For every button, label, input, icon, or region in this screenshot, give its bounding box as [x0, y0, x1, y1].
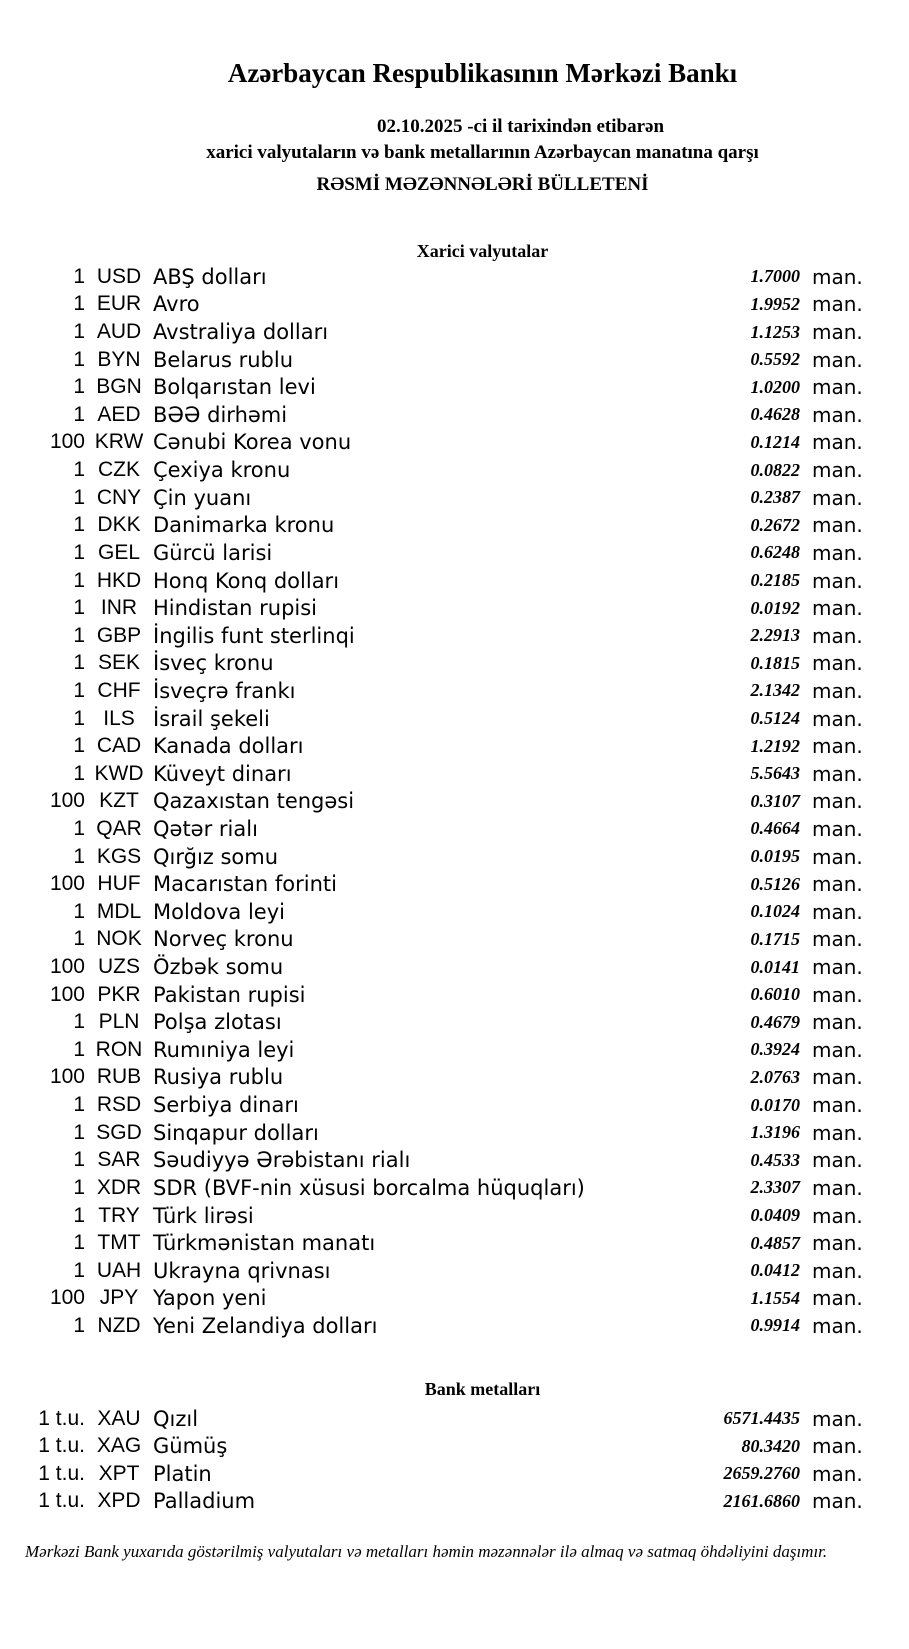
exchange-rate: 0.0141: [750, 956, 800, 977]
currency-code: AED: [97, 402, 141, 426]
unit-label: man.: [812, 734, 863, 759]
quantity-value: 1: [73, 678, 85, 702]
currency-code: GEL: [97, 540, 141, 564]
rate-row: [0, 732, 863, 760]
exchange-rate: 0.3107: [750, 790, 800, 811]
unit-label: man.: [812, 982, 863, 1007]
unit-label: man.: [812, 1037, 863, 1062]
currency-name: Qırğız somu: [153, 844, 279, 869]
rate-row: [0, 870, 863, 898]
unit-label: man.: [812, 264, 863, 289]
unit-label: man.: [812, 320, 863, 345]
page-title: Azərbaycan Respublikasının Mərkəzi Bankı: [227, 58, 738, 88]
currency-code: HUF: [97, 872, 141, 896]
currency-code: CNY: [96, 485, 142, 509]
unit-label: man.: [812, 844, 863, 869]
exchange-rate: 0.1214: [750, 431, 800, 452]
currency-name: İsveç kronu: [153, 651, 274, 676]
exchange-rate: 2.0763: [750, 1066, 800, 1087]
quantity-value: 1: [73, 623, 85, 647]
exchange-rate: 2659.2760: [723, 1463, 800, 1484]
effective-date-line: 02.10.2025 -ci il tarixindən etibarən: [376, 116, 665, 137]
currency-code: AUD: [96, 320, 142, 344]
currency-name: ABŞ dolları: [153, 264, 267, 289]
currency-name: Norveç kronu: [153, 927, 294, 952]
quantity-value: 1: [73, 1231, 85, 1255]
currency-code: PLN: [98, 1010, 140, 1034]
rate-row: [0, 677, 863, 705]
exchange-rate: 0.9914: [750, 1315, 800, 1336]
currency-code: XDR: [96, 1175, 142, 1199]
currency-name: Yapon yeni: [153, 1286, 267, 1311]
currency-code: KGS: [96, 844, 142, 868]
exchange-rate: 2.2913: [750, 625, 800, 646]
rate-row: [0, 1285, 863, 1313]
currency-name: Yeni Zelandiya dolları: [153, 1313, 378, 1338]
quantity-value: 1 t.u.: [38, 1461, 85, 1485]
quantity-value: 1: [73, 1203, 85, 1227]
exchange-rate: 0.5124: [750, 708, 800, 729]
exchange-rate: 6571.4435: [723, 1408, 800, 1429]
quantity-value: 1: [73, 264, 85, 288]
exchange-rate: 0.4533: [750, 1149, 800, 1170]
currency-name: Palladium: [153, 1489, 256, 1514]
quantity-value: 1: [73, 651, 85, 675]
exchange-rate: 1.7000: [750, 266, 800, 287]
currency-code: KZT: [99, 789, 139, 813]
currency-code: MDL: [96, 899, 142, 923]
unit-label: man.: [812, 789, 863, 814]
currency-code: TMT: [97, 1231, 141, 1255]
currency-name: Çin yuanı: [153, 485, 252, 510]
currency-code: CHF: [97, 678, 141, 702]
currency-name: Hindistan rupisi: [153, 596, 318, 621]
currency-name: Türkmənistan manatı: [153, 1231, 376, 1256]
currency-name: Macarıstan forinti: [153, 872, 337, 897]
currency-name: Belarus rublu: [153, 347, 294, 372]
rate-row: [0, 1257, 863, 1285]
quantity-value: 1: [73, 568, 85, 592]
rate-row: [0, 926, 863, 954]
rate-row: [0, 650, 863, 678]
subtitle-line: xarici valyutaların və bank metallarının Azərbaycan manatına qarşı: [206, 142, 759, 163]
quantity-value: 1: [73, 927, 85, 951]
unit-label: man.: [812, 1461, 863, 1486]
rate-row: [0, 705, 863, 733]
quantity-value: 100: [49, 789, 85, 813]
currency-name: Platin: [153, 1461, 212, 1486]
currency-code: GBP: [96, 623, 142, 647]
rate-row: [0, 1488, 863, 1516]
exchange-rate: 80.3420: [741, 1435, 800, 1456]
unit-label: man.: [812, 927, 863, 952]
currency-name: Honq Konq dolları: [153, 568, 340, 593]
rate-row: [0, 567, 863, 595]
exchange-rate: 1.2192: [750, 735, 800, 756]
unit-label: man.: [812, 955, 863, 980]
rate-row: [0, 1460, 863, 1488]
exchange-rate: 2.1342: [750, 680, 800, 701]
rate-row: [0, 843, 863, 871]
rate-row: [0, 1008, 863, 1036]
exchange-rate: 1.0200: [750, 376, 800, 397]
rate-row: [0, 898, 863, 926]
currency-code: XAG: [96, 1434, 142, 1458]
quantity-value: 1: [73, 375, 85, 399]
currency-name: Sinqapur dolları: [153, 1120, 319, 1145]
currency-name: Avro: [153, 292, 200, 317]
unit-label: man.: [812, 1010, 863, 1035]
quantity-value: 1: [73, 458, 85, 482]
rate-row: [0, 429, 863, 457]
rate-row: [0, 1432, 863, 1460]
unit-label: man.: [812, 706, 863, 731]
quantity-value: 1: [73, 816, 85, 840]
unit-label: man.: [812, 513, 863, 538]
rate-row: [0, 981, 863, 1009]
section-title-foreign-currencies: Xarici valyutalar: [416, 241, 549, 261]
exchange-rate: 0.2185: [750, 570, 800, 590]
rate-row: [0, 263, 863, 291]
rate-row: [0, 484, 863, 512]
unit-label: man.: [812, 623, 863, 648]
rate-row: [0, 373, 863, 401]
quantity-value: 1: [73, 1010, 85, 1034]
rate-row: [0, 1405, 863, 1433]
currency-code: RUB: [96, 1065, 142, 1089]
rate-row: [0, 953, 863, 981]
currency-code: DKK: [97, 513, 141, 537]
unit-label: man.: [812, 1093, 863, 1118]
quantity-value: 1: [73, 899, 85, 923]
quantity-value: 100: [49, 1065, 85, 1089]
exchange-rate: 0.1715: [750, 928, 800, 949]
rate-row: [0, 1312, 863, 1340]
exchange-rate: 0.5126: [750, 873, 800, 894]
currency-code: NOK: [96, 927, 142, 951]
exchange-rate: 2.3307: [750, 1177, 800, 1198]
exchange-rate: 0.3924: [750, 1039, 800, 1060]
exchange-rate: 0.4664: [750, 818, 800, 839]
currency-name: Rusiya rublu: [153, 1065, 284, 1090]
rate-row: [0, 291, 863, 319]
currency-code: TRY: [98, 1203, 140, 1227]
currency-name: İsrail şekeli: [153, 706, 270, 731]
currency-code: PKR: [97, 982, 141, 1006]
exchange-rate: 0.2672: [750, 514, 800, 535]
currency-code: CZK: [98, 458, 140, 482]
unit-label: man.: [812, 568, 863, 593]
bulletin-page: [0, 57, 909, 1649]
currency-name: İngilis funt sterlinqi: [153, 623, 355, 648]
quantity-value: 1: [73, 734, 85, 758]
currency-code: INR: [100, 596, 138, 620]
currency-name: Türk lirəsi: [153, 1203, 254, 1228]
exchange-rate: 5.5643: [750, 763, 800, 784]
unit-label: man.: [812, 1148, 863, 1173]
currency-name: Cənubi Korea vonu: [153, 430, 352, 455]
quantity-value: 100: [49, 955, 85, 979]
exchange-rate: 1.1554: [750, 1287, 800, 1308]
unit-label: man.: [812, 761, 863, 786]
quantity-value: 100: [49, 982, 85, 1006]
currency-name: Qətər rialı: [153, 816, 258, 841]
currency-name: Polşa zlotası: [153, 1010, 282, 1035]
currency-code: RON: [95, 1037, 143, 1061]
exchange-rate: 0.4628: [750, 404, 800, 425]
rate-row: [0, 760, 863, 788]
unit-label: man.: [812, 430, 863, 455]
rate-row: [0, 594, 863, 622]
quantity-value: 1: [73, 761, 85, 785]
currency-code: SAR: [97, 1148, 141, 1172]
unit-label: man.: [812, 402, 863, 427]
currency-name: Küveyt dinarı: [153, 761, 292, 786]
currency-code: RSD: [96, 1093, 142, 1117]
rate-row: [0, 1147, 863, 1175]
exchange-rate: 0.0192: [750, 597, 800, 618]
exchange-rate: 2161.6860: [723, 1490, 800, 1511]
rate-row: [0, 1064, 863, 1092]
currency-code: EUR: [96, 292, 142, 316]
rate-row: [0, 1202, 863, 1230]
quantity-value: 100: [49, 872, 85, 896]
quantity-value: 1: [73, 402, 85, 426]
exchange-rate: 1.9952: [750, 293, 800, 314]
exchange-rate: 1.3196: [750, 1122, 800, 1143]
quantity-value: 1: [73, 540, 85, 564]
currency-code: KRW: [94, 430, 144, 454]
currency-code: XAU: [97, 1406, 141, 1430]
quantity-value: 1: [73, 320, 85, 344]
rate-row: [0, 1036, 863, 1064]
currency-name: Pakistan rupisi: [153, 982, 306, 1007]
quantity-value: 1: [73, 347, 85, 371]
currency-code: QAR: [96, 816, 142, 840]
unit-label: man.: [812, 347, 863, 372]
unit-label: man.: [812, 292, 863, 317]
rate-row: [0, 456, 863, 484]
rate-row: [0, 815, 863, 843]
currency-code: BYN: [97, 347, 141, 371]
unit-label: man.: [812, 1489, 863, 1514]
currency-code: NZD: [97, 1313, 141, 1337]
currency-name: Özbək somu: [153, 955, 284, 980]
currency-code: BGN: [96, 375, 142, 399]
exchange-rate: 0.5592: [750, 349, 800, 370]
currency-code: CAD: [96, 734, 142, 758]
currency-code: ILS: [103, 706, 135, 730]
rate-row: [0, 346, 863, 374]
currency-code: USD: [96, 264, 142, 288]
rate-row: [0, 1091, 863, 1119]
quantity-value: 100: [49, 430, 85, 454]
quantity-value: 1 t.u.: [38, 1489, 85, 1513]
quantity-value: 1: [73, 292, 85, 316]
currency-name: Gümüş: [153, 1434, 228, 1459]
section-title-bank-metals: Bank metalları: [424, 1378, 541, 1399]
currencies-table: [0, 263, 863, 1340]
exchange-rate: 0.1024: [750, 901, 800, 922]
rate-row: [0, 1229, 863, 1257]
currency-name: Avstraliya dolları: [153, 320, 329, 345]
currency-name: İsveçrə frankı: [153, 678, 296, 703]
exchange-rate: 0.2387: [750, 487, 800, 508]
exchange-rate: 0.0409: [750, 1205, 800, 1226]
rate-row: [0, 318, 863, 346]
currency-name: Serbiya dinarı: [153, 1093, 299, 1118]
quantity-value: 1: [73, 596, 85, 620]
quantity-value: 1: [73, 513, 85, 537]
unit-label: man.: [812, 458, 863, 483]
exchange-rate: 0.4857: [750, 1232, 800, 1253]
exchange-rate: 0.6248: [750, 542, 800, 563]
currency-name: Qızıl: [153, 1406, 199, 1431]
currency-name: Moldova leyi: [153, 899, 285, 924]
currency-code: JPY: [99, 1286, 139, 1310]
quantity-value: 1: [73, 1093, 85, 1117]
rate-row: [0, 622, 863, 650]
unit-label: man.: [812, 1434, 863, 1459]
currency-code: UZS: [98, 955, 140, 979]
currency-name: Səudiyyə Ərəbistanı rialı: [153, 1148, 411, 1173]
currency-name: Rumıniya leyi: [153, 1037, 295, 1062]
metals-table: [0, 1405, 863, 1515]
unit-label: man.: [812, 872, 863, 897]
currency-name: SDR (BVF-nin xüsusi borcalma hüquqları): [153, 1175, 585, 1200]
disclaimer-text: Mərkəzi Bank yuxarıda göstərilmiş valyutaları və metalları həmin məzənnələr ilə almaq və satmaq öhdəliyini daşımır.: [25, 1542, 828, 1562]
rate-row: [0, 1119, 863, 1147]
unit-label: man.: [812, 678, 863, 703]
currency-code: SGD: [96, 1120, 142, 1144]
currency-name: Danimarka kronu: [153, 513, 335, 538]
quantity-value: 1: [73, 1037, 85, 1061]
unit-label: man.: [812, 1120, 863, 1145]
exchange-rate: 1.1253: [750, 321, 800, 342]
exchange-rate: 0.0170: [750, 1094, 800, 1115]
currency-name: Kanada dolları: [153, 734, 304, 759]
currency-name: BƏƏ dirhəmi: [153, 402, 288, 427]
quantity-value: 100: [49, 1286, 85, 1310]
currency-name: Qazaxıstan tengəsi: [153, 789, 355, 814]
quantity-value: 1: [73, 1313, 85, 1337]
quantity-value: 1: [73, 1120, 85, 1144]
rate-row: [0, 539, 863, 567]
quantity-value: 1: [73, 1148, 85, 1172]
currency-name: Ukrayna qrivnası: [153, 1258, 331, 1283]
currency-name: Bolqarıstan levi: [153, 375, 316, 400]
currency-name: Gürcü larisi: [153, 540, 273, 565]
quantity-value: 1 t.u.: [38, 1406, 85, 1430]
unit-label: man.: [812, 1065, 863, 1090]
currency-code: XPT: [98, 1461, 140, 1485]
currency-name: Çexiya kronu: [153, 458, 291, 483]
unit-label: man.: [812, 899, 863, 924]
exchange-rate: 0.0412: [750, 1260, 800, 1281]
exchange-rate: 0.6010: [750, 984, 800, 1005]
bulletin-title-line: RƏSMİ MƏZƏNNƏLƏRİ BÜLLETENİ: [316, 174, 649, 195]
quantity-value: 1 t.u.: [38, 1434, 85, 1458]
unit-label: man.: [812, 1258, 863, 1283]
quantity-value: 1: [73, 844, 85, 868]
quantity-value: 1: [73, 706, 85, 730]
quantity-value: 1: [73, 485, 85, 509]
currency-code: KWD: [94, 761, 144, 785]
currency-code: XPD: [97, 1489, 141, 1513]
exchange-rate: 0.1815: [750, 652, 800, 673]
unit-label: man.: [812, 1175, 863, 1200]
currency-code: UAH: [96, 1258, 142, 1282]
unit-label: man.: [812, 1286, 863, 1311]
unit-label: man.: [812, 596, 863, 621]
exchange-rate: 0.0822: [750, 459, 800, 480]
unit-label: man.: [812, 651, 863, 676]
exchange-rate: 0.0195: [750, 846, 800, 867]
unit-label: man.: [812, 1203, 863, 1228]
quantity-value: 1: [73, 1258, 85, 1282]
quantity-value: 1: [73, 1175, 85, 1199]
currency-code: HKD: [96, 568, 142, 592]
currency-code: SEK: [97, 651, 141, 675]
exchange-rate: 0.4679: [750, 1011, 800, 1032]
unit-label: man.: [812, 485, 863, 510]
unit-label: man.: [812, 375, 863, 400]
rate-row: [0, 511, 863, 539]
unit-label: man.: [812, 540, 863, 565]
unit-label: man.: [812, 1406, 863, 1431]
rate-row: [0, 788, 863, 816]
rate-row: [0, 1174, 863, 1202]
rate-row: [0, 401, 863, 429]
unit-label: man.: [812, 816, 863, 841]
unit-label: man.: [812, 1313, 863, 1338]
document-header: [0, 57, 909, 197]
unit-label: man.: [812, 1231, 863, 1256]
